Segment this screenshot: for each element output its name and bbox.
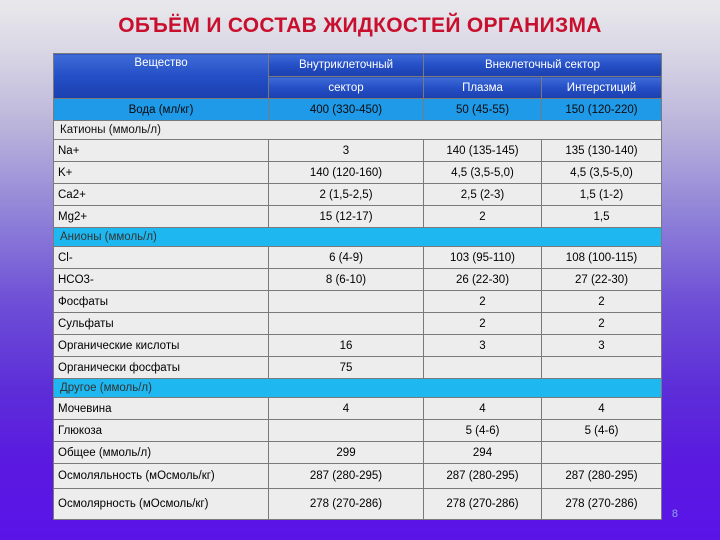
cell-interstitial: 3 (542, 335, 662, 357)
row-label: Органически фосфаты (54, 357, 269, 379)
row-label: Ca2+ (54, 184, 269, 206)
cell-plasma: 2,5 (2-3) (424, 184, 542, 206)
table-row (54, 398, 662, 420)
cell-interstitial: 1,5 (1-2) (542, 184, 662, 206)
cell-plasma: 287 (280-295) (424, 464, 542, 489)
header-plasma: Плазма (424, 77, 542, 99)
cell-intra: 287 (280-295) (269, 464, 424, 489)
cell-plasma: 140 (135-145) (424, 140, 542, 162)
table-row (54, 291, 662, 313)
section-other (54, 379, 662, 398)
row-label: HCO3- (54, 269, 269, 291)
cell-intra: 140 (120-160) (269, 162, 424, 184)
cell-interstitial: 135 (130-140) (542, 140, 662, 162)
cell-intra: 2 (1,5-2,5) (269, 184, 424, 206)
header-row-1 (54, 54, 662, 77)
table-row (54, 184, 662, 206)
row-label: Фосфаты (54, 291, 269, 313)
cell-plasma: 4 (424, 398, 542, 420)
table-row (54, 442, 662, 464)
row-label: Na+ (54, 140, 269, 162)
table-row (54, 162, 662, 184)
cell-plasma: 294 (424, 442, 542, 464)
cell-interstitial: 1,5 (542, 206, 662, 228)
section-title: Анионы (ммоль/л) (54, 228, 662, 247)
cell-interstitial: 5 (4-6) (542, 420, 662, 442)
cell-plasma: 50 (45-55) (424, 99, 542, 121)
cell-plasma: 2 (424, 291, 542, 313)
table-row (54, 464, 662, 489)
table-row-water (54, 99, 662, 121)
cell-intra: 278 (270-286) (269, 489, 424, 520)
section-cations (54, 121, 662, 140)
cell-intra: 4 (269, 398, 424, 420)
row-label: K+ (54, 162, 269, 184)
cell-intra: 8 (6-10) (269, 269, 424, 291)
cell-interstitial: 287 (280-295) (542, 464, 662, 489)
header-intracellular: Внутриклеточный (269, 54, 424, 77)
cell-interstitial: 2 (542, 291, 662, 313)
row-label: Органические кислоты (54, 335, 269, 357)
table-row (54, 140, 662, 162)
section-title: Другое (ммоль/л) (54, 379, 662, 398)
cell-interstitial: 4 (542, 398, 662, 420)
fluid-composition-table (53, 53, 662, 520)
cell-interstitial: 4,5 (3,5-5,0) (542, 162, 662, 184)
row-label: Глюкоза (54, 420, 269, 442)
cell-plasma: 3 (424, 335, 542, 357)
cell-intra: 15 (12-17) (269, 206, 424, 228)
cell-intra: 75 (269, 357, 424, 379)
table-row (54, 420, 662, 442)
cell-plasma: 2 (424, 206, 542, 228)
cell-interstitial (542, 442, 662, 464)
row-label: Общее (ммоль/л) (54, 442, 269, 464)
cell-plasma: 4,5 (3,5-5,0) (424, 162, 542, 184)
cell-plasma: 278 (270-286) (424, 489, 542, 520)
cell-interstitial: 2 (542, 313, 662, 335)
row-label: Сульфаты (54, 313, 269, 335)
header-substance: Вещество (54, 54, 269, 99)
cell-intra: 6 (4-9) (269, 247, 424, 269)
cell-interstitial: 150 (120-220) (542, 99, 662, 121)
row-label: Cl- (54, 247, 269, 269)
section-anions (54, 228, 662, 247)
cell-intra: 3 (269, 140, 424, 162)
cell-interstitial (542, 357, 662, 379)
cell-plasma (424, 357, 542, 379)
row-label: Mg2+ (54, 206, 269, 228)
table-row (54, 313, 662, 335)
row-label: Мочевина (54, 398, 269, 420)
row-label: Осмолярность (мОсмоль/кг) (54, 489, 269, 520)
cell-intra (269, 313, 424, 335)
cell-intra (269, 420, 424, 442)
cell-intra (269, 291, 424, 313)
cell-intra: 299 (269, 442, 424, 464)
table-row (54, 247, 662, 269)
cell-plasma: 2 (424, 313, 542, 335)
cell-interstitial: 108 (100-115) (542, 247, 662, 269)
cell-interstitial: 278 (270-286) (542, 489, 662, 520)
header-extracellular: Внеклеточный сектор (424, 54, 662, 77)
page-title: ОБЪЁМ И СОСТАВ ЖИДКОСТЕЙ ОРГАНИЗМА (118, 14, 602, 37)
table-row (54, 206, 662, 228)
cell-plasma: 5 (4-6) (424, 420, 542, 442)
row-label: Вода (мл/кг) (54, 99, 269, 121)
cell-intra: 400 (330-450) (269, 99, 424, 121)
cell-plasma: 103 (95-110) (424, 247, 542, 269)
header-intracellular-sector: сектор (269, 77, 424, 99)
row-label: Осмоляльность (мОсмоль/кг) (54, 464, 269, 489)
header-interstitial: Интерстиций (542, 77, 662, 99)
table-row (54, 269, 662, 291)
section-title: Катионы (ммоль/л) (54, 121, 662, 140)
table-row (54, 489, 662, 520)
cell-intra: 16 (269, 335, 424, 357)
table-row (54, 335, 662, 357)
table-row (54, 357, 662, 379)
page-number: 8 (671, 508, 678, 520)
cell-plasma: 26 (22-30) (424, 269, 542, 291)
cell-interstitial: 27 (22-30) (542, 269, 662, 291)
